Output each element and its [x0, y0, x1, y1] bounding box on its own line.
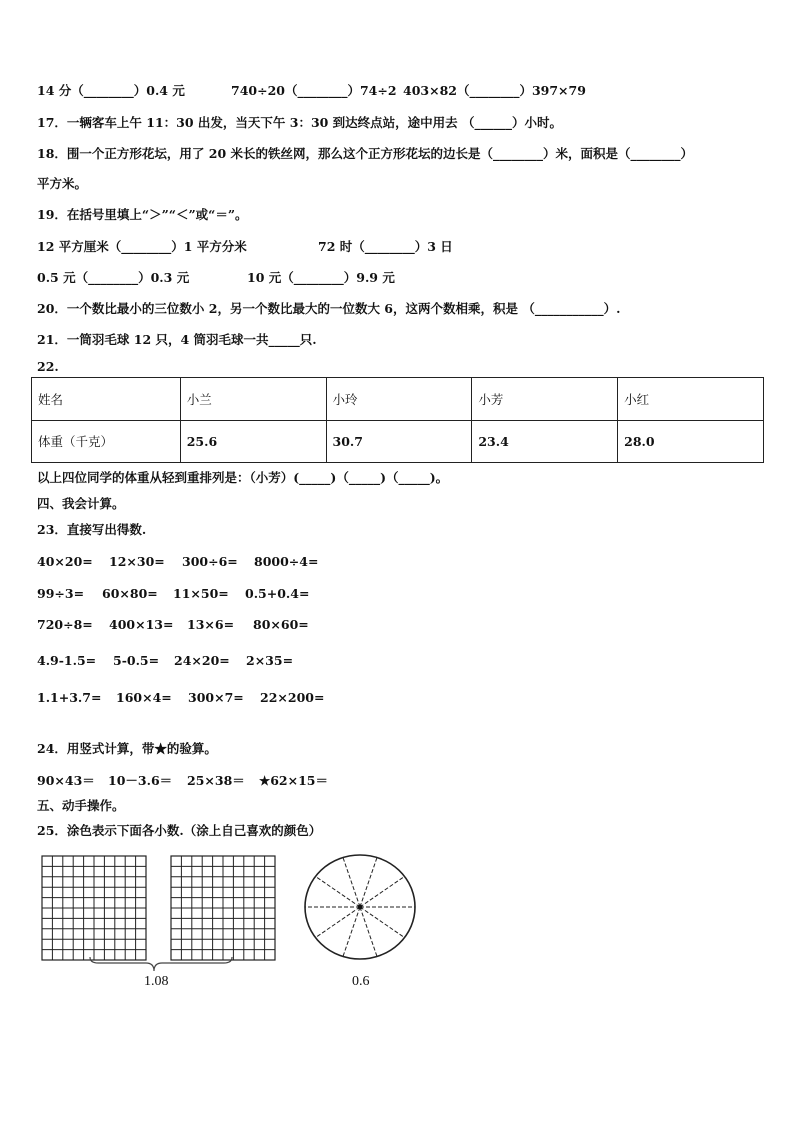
weight-table [31, 377, 764, 463]
table-cell: 23.4 [472, 420, 618, 463]
calc-item: 2×35= [246, 653, 294, 668]
calc-item: 90×43＝ [37, 773, 95, 788]
table-cell: 25.6 [180, 420, 326, 463]
calc-item: 10－3.6＝ [108, 773, 173, 788]
table-header-cell: 小芳 [472, 378, 618, 421]
hundred-grid-figure [38, 853, 278, 978]
table-header-cell: 姓名 [32, 378, 181, 421]
circle-figure [300, 850, 425, 965]
q19-item-d: 10 元（________）9.9 元 [247, 270, 395, 285]
table-cell: 28.0 [618, 420, 764, 463]
question-22-number: 22. [37, 359, 59, 374]
circle-value-label: 0.6 [352, 974, 370, 989]
calc-item: 4.9-1.5= [37, 653, 97, 668]
q19-item-b: 72 时（________）3 日 [318, 239, 453, 254]
calc-item: 24×20= [174, 653, 230, 668]
table-header-cell: 小红 [618, 378, 764, 421]
calc-item: 12×30= [109, 554, 165, 569]
calc-item: 80×60= [253, 617, 309, 632]
question-20: 20．一个数比最小的三位数小 2，另一个数比最大的一位数大 6，这两个数相乘，积是 （___________）. [37, 301, 621, 316]
calc-item: 13×6= [187, 617, 235, 632]
section-5-heading: 五、动手操作。 [37, 798, 125, 813]
grid-value-label: 1.08 [144, 974, 169, 989]
table-header-cell: 小玲 [326, 378, 472, 421]
calc-item: 25×38＝ [187, 773, 245, 788]
table-cell: 30.7 [326, 420, 472, 463]
question-19-title: 19．在括号里填上“＞”“＜”或“＝”。 [37, 207, 248, 222]
question-24-title: 24．用竖式计算，带★的验算。 [37, 741, 217, 756]
hundred-grid-left[interactable] [42, 856, 146, 960]
circle-center [358, 905, 363, 910]
table-row [32, 378, 764, 421]
q19-item-c: 0.5 元（________）0.3 元 [37, 270, 190, 285]
question-17: 17．一辆客车上午 11：30 出发，当天下午 3：30 到达终点站，途中用去 （______）小时。 [37, 115, 563, 130]
calc-item: ★62×15＝ [259, 773, 328, 788]
question-23-title: 23．直接写出得数. [37, 522, 147, 537]
question-22-footer: 以上四位同学的体重从轻到重排列是：（小芳）(_____)（_____)（_____)。 [37, 470, 449, 485]
question-18-line2: 平方米。 [37, 176, 88, 191]
calc-item: 60×80= [102, 586, 158, 601]
table-row [32, 420, 764, 463]
q19-item-a: 12 平方厘米（________）1 平方分米 [37, 239, 247, 254]
question-25-title: 25．涂色表示下面各小数.（涂上自己喜欢的颜色） [37, 823, 322, 838]
calc-item: 720÷8= [37, 617, 93, 632]
hundred-grid-right[interactable] [171, 856, 275, 960]
calc-item: 5-0.5= [113, 653, 160, 668]
question-21: 21．一筒羽毛球 12 只，4 筒羽毛球一共_____只. [37, 332, 317, 347]
q16-item-c: 403×82（________）397×79 [403, 83, 586, 98]
calc-item: 400×13= [109, 617, 174, 632]
calc-item: 1.1+3.7= [37, 690, 102, 705]
calc-item: 300×7= [188, 690, 244, 705]
calc-item: 11×50= [173, 586, 229, 601]
calc-item: 99÷3= [37, 586, 85, 601]
calc-item: 0.5+0.4= [245, 586, 310, 601]
calc-item: 160×4= [116, 690, 172, 705]
q16-item-b: 740÷20（________）74÷2 [231, 83, 397, 98]
q16-item-a: 14 分（________）0.4 元 [37, 83, 185, 98]
calc-item: 22×200= [260, 690, 325, 705]
divided-circle[interactable] [305, 855, 415, 959]
calc-item: 8000÷4= [254, 554, 319, 569]
question-18-line1: 18．围一个正方形花坛，用了 20 米长的铁丝网，那么这个正方形花坛的边长是（________）米，面积是（________） [37, 146, 693, 161]
table-row-label: 体重（千克） [32, 420, 181, 463]
calc-item: 40×20= [37, 554, 93, 569]
calc-item: 300÷6= [182, 554, 238, 569]
section-4-heading: 四、我会计算。 [37, 496, 125, 511]
table-header-cell: 小兰 [180, 378, 326, 421]
